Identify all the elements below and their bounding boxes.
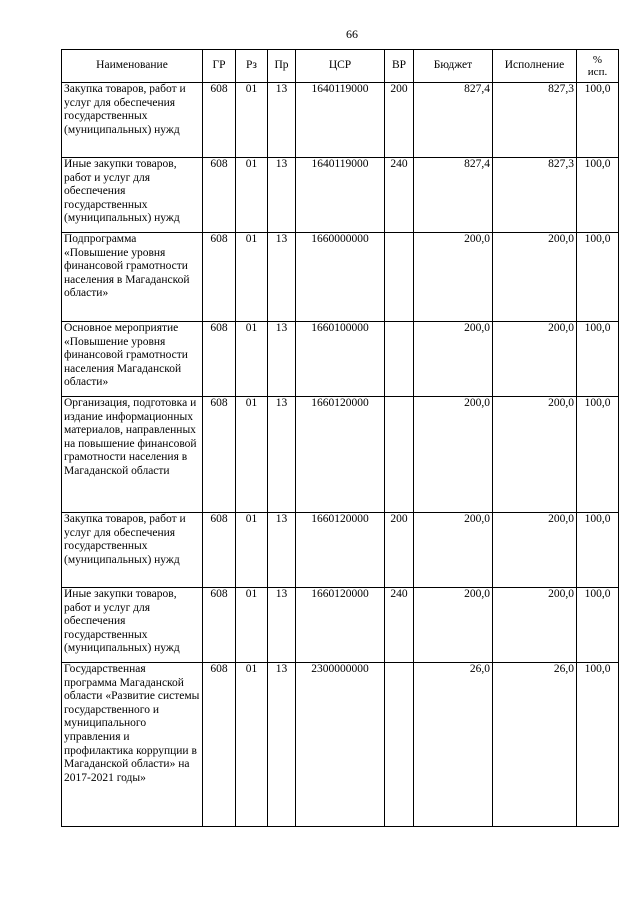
header-gr: ГР xyxy=(203,50,236,83)
budget-table xyxy=(61,49,619,827)
header-vr: ВР xyxy=(385,50,414,83)
row-budget: 200,0 xyxy=(414,588,493,663)
row-execution: 200,0 xyxy=(493,233,577,322)
row-gr: 608 xyxy=(203,158,236,233)
row-budget: 200,0 xyxy=(414,322,493,397)
row-name: Иные закупки товаров, работ и услуг для обеспечения государственных (муниципальных) нужд xyxy=(62,588,203,663)
table-row xyxy=(62,158,619,233)
row-pr: 13 xyxy=(268,322,296,397)
row-vr xyxy=(385,397,414,513)
row-rz: 01 xyxy=(236,513,268,588)
row-rz: 01 xyxy=(236,588,268,663)
row-vr: 200 xyxy=(385,513,414,588)
row-percent: 100,0 xyxy=(577,233,619,322)
row-vr: 200 xyxy=(385,83,414,158)
row-gr: 608 xyxy=(203,588,236,663)
row-pr: 13 xyxy=(268,397,296,513)
row-percent: 100,0 xyxy=(577,588,619,663)
row-pr: 13 xyxy=(268,158,296,233)
header-percent-label: исп. xyxy=(587,66,608,78)
row-pr: 13 xyxy=(268,513,296,588)
row-rz: 01 xyxy=(236,397,268,513)
table-row xyxy=(62,233,619,322)
row-gr: 608 xyxy=(203,322,236,397)
row-vr xyxy=(385,233,414,322)
row-vr xyxy=(385,322,414,397)
row-percent: 100,0 xyxy=(577,158,619,233)
row-csr: 1660000000 xyxy=(296,233,385,322)
row-name: Закупка товаров, работ и услуг для обеспечения государственных (муниципальных) нужд xyxy=(62,513,203,588)
row-gr: 608 xyxy=(203,233,236,322)
row-execution: 827,3 xyxy=(493,83,577,158)
row-csr: 1660100000 xyxy=(296,322,385,397)
row-budget: 200,0 xyxy=(414,233,493,322)
header-rz: Рз xyxy=(236,50,268,83)
row-execution: 26,0 xyxy=(493,663,577,827)
table-row xyxy=(62,397,619,513)
row-vr: 240 xyxy=(385,158,414,233)
row-gr: 608 xyxy=(203,397,236,513)
row-execution: 200,0 xyxy=(493,322,577,397)
header-percent xyxy=(577,50,619,83)
row-budget: 827,4 xyxy=(414,83,493,158)
row-percent: 100,0 xyxy=(577,397,619,513)
row-rz: 01 xyxy=(236,233,268,322)
row-gr: 608 xyxy=(203,83,236,158)
row-budget: 200,0 xyxy=(414,513,493,588)
row-gr: 608 xyxy=(203,513,236,588)
row-percent: 100,0 xyxy=(577,322,619,397)
row-name: Организация, подготовка и издание информационных материалов, направленных на повышение финансовой грамотности населения в Магаданской области xyxy=(62,397,203,513)
page-number: 66 xyxy=(346,27,358,41)
row-csr: 2300000000 xyxy=(296,663,385,827)
row-pr: 13 xyxy=(268,233,296,322)
row-csr: 1640119000 xyxy=(296,83,385,158)
row-pr: 13 xyxy=(268,588,296,663)
row-rz: 01 xyxy=(236,663,268,827)
row-name: Иные закупки товаров, работ и услуг для обеспечения государственных (муниципальных) нужд xyxy=(62,158,203,233)
header-execution: Исполнение xyxy=(493,50,577,83)
table-row xyxy=(62,588,619,663)
header-name: Наименование xyxy=(62,50,203,83)
row-execution: 200,0 xyxy=(493,397,577,513)
row-budget: 200,0 xyxy=(414,397,493,513)
row-budget: 827,4 xyxy=(414,158,493,233)
row-pr: 13 xyxy=(268,663,296,827)
row-budget: 26,0 xyxy=(414,663,493,827)
table-row xyxy=(62,663,619,827)
row-name: Закупка товаров, работ и услуг для обеспечения государственных (муниципальных) нужд xyxy=(62,83,203,158)
header-pr: Пр xyxy=(268,50,296,83)
header-percent-symbol: % xyxy=(592,54,603,66)
row-csr: 1660120000 xyxy=(296,513,385,588)
row-pr: 13 xyxy=(268,83,296,158)
row-csr: 1660120000 xyxy=(296,588,385,663)
row-execution: 827,3 xyxy=(493,158,577,233)
row-gr: 608 xyxy=(203,663,236,827)
header-csr: ЦСР xyxy=(296,50,385,83)
table-row xyxy=(62,513,619,588)
row-rz: 01 xyxy=(236,322,268,397)
header-row xyxy=(62,50,619,83)
row-csr: 1660120000 xyxy=(296,397,385,513)
row-rz: 01 xyxy=(236,83,268,158)
table-row xyxy=(62,83,619,158)
header-budget: Бюджет xyxy=(414,50,493,83)
row-execution: 200,0 xyxy=(493,588,577,663)
row-execution: 200,0 xyxy=(493,513,577,588)
row-vr xyxy=(385,663,414,827)
row-vr: 240 xyxy=(385,588,414,663)
row-percent: 100,0 xyxy=(577,83,619,158)
row-name: Подпрограмма «Повышение уровня финансовой грамотности населения в Магаданской области» xyxy=(62,233,203,322)
row-name: Государственная программа Магаданской области «Развитие системы государственного и муниципального управления и профилактика коррупции в Магаданской области» на 2017-2021 годы» xyxy=(62,663,203,827)
row-percent: 100,0 xyxy=(577,663,619,827)
row-rz: 01 xyxy=(236,158,268,233)
row-percent: 100,0 xyxy=(577,513,619,588)
table-row xyxy=(62,322,619,397)
row-name: Основное мероприятие «Повышение уровня финансовой грамотности населения Магаданской области» xyxy=(62,322,203,397)
row-csr: 1640119000 xyxy=(296,158,385,233)
